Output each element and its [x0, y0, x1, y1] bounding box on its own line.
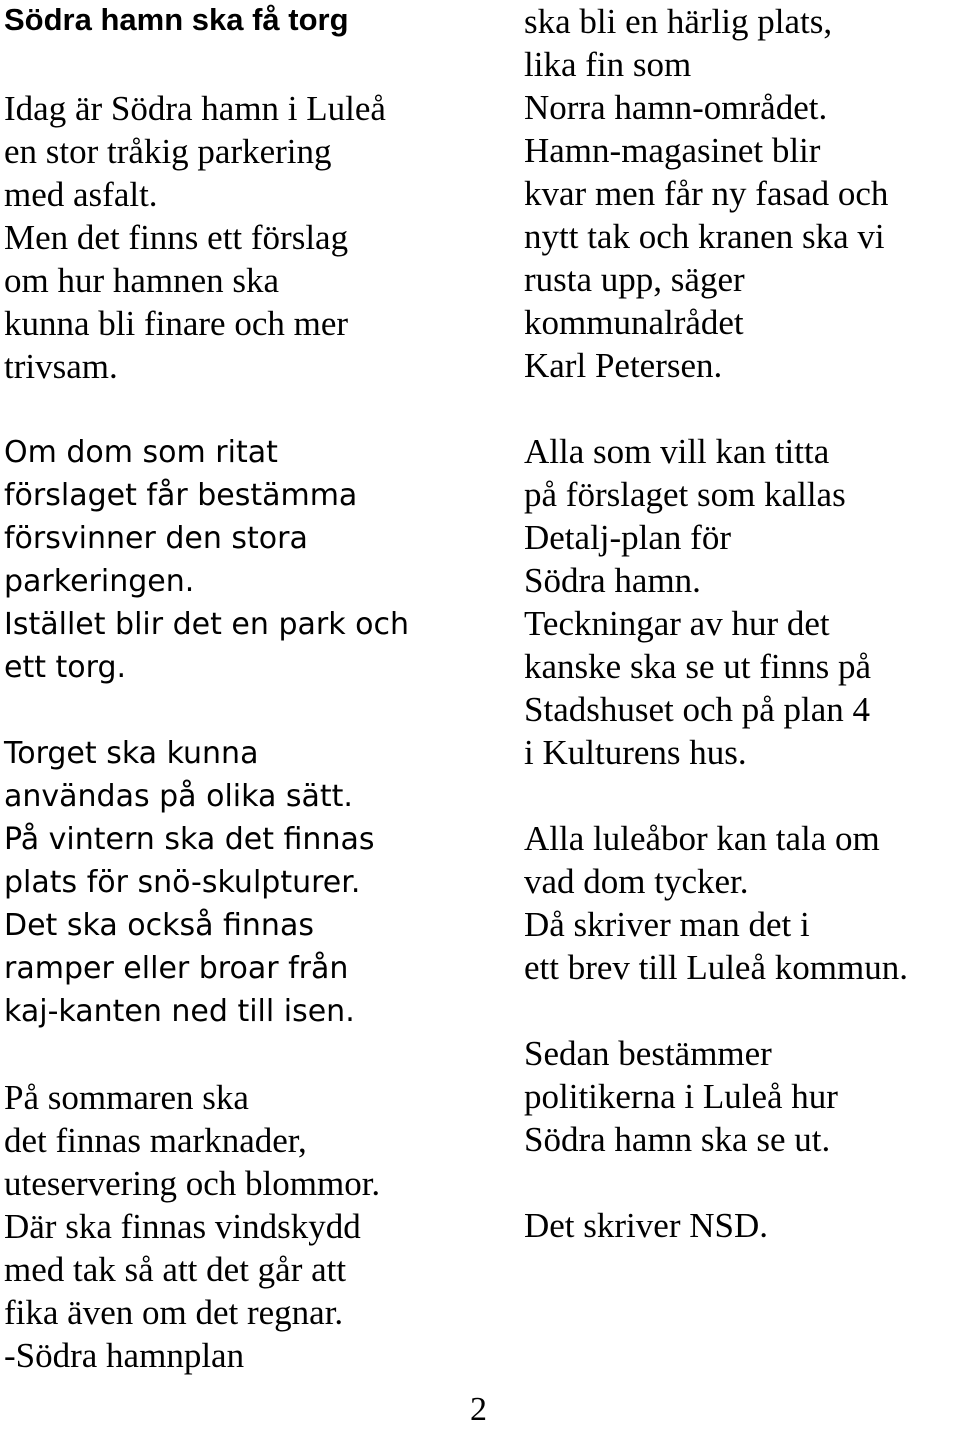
text-line: nytt tak och kranen ska vi: [524, 217, 885, 256]
text-line: Idag är Södra hamn i Luleå: [4, 89, 386, 128]
text-line: ramper eller broar från: [4, 951, 349, 986]
text-line: politikerna i Luleå hur: [524, 1077, 838, 1116]
paragraph: [4, 87, 504, 388]
text-line: Då skriver man det i: [524, 905, 810, 944]
text-line: Där ska finnas vindskydd: [4, 1207, 361, 1246]
text-line: fika även om det regnar.: [4, 1293, 344, 1332]
text-line: förslaget får bestämma: [4, 478, 358, 513]
text-line: kanske ska se ut finns på: [524, 647, 872, 686]
text-line: kunna bli finare och mer: [4, 304, 349, 343]
text-line: rusta upp, säger: [524, 260, 745, 299]
text-line: ska bli en härlig plats,: [524, 2, 833, 41]
page-number: 2: [470, 1391, 487, 1428]
text-line: med tak så att det går att: [4, 1250, 347, 1289]
left-column: [4, 0, 504, 1377]
text-line: uteservering och blommor.: [4, 1164, 381, 1203]
text-line: Teckningar av hur det: [524, 604, 830, 643]
right-paragraphs: [524, 0, 960, 1247]
text-line: Det skriver NSD.: [524, 1206, 768, 1245]
text-line: Alla luleåbor kan tala om: [524, 819, 880, 858]
text-line: med asfalt.: [4, 175, 158, 214]
text-line: parkeringen.: [4, 564, 195, 599]
right-column: [524, 0, 960, 1247]
paragraph: [524, 430, 960, 774]
text-line: på förslaget som kallas: [524, 475, 846, 514]
paragraph: [4, 431, 504, 689]
text-line: -Södra hamnplan: [4, 1336, 245, 1375]
text-line: Det ska också finnas: [4, 908, 314, 943]
text-line: Om dom som ritat: [4, 435, 278, 470]
text-line: Stadshuset och på plan 4: [524, 690, 871, 729]
text-line: försvinner den stora: [4, 521, 308, 556]
paragraph: [524, 0, 960, 387]
text-line: ett torg.: [4, 650, 127, 685]
text-line: en stor tråkig parkering: [4, 132, 332, 171]
text-line: Alla som vill kan titta: [524, 432, 830, 471]
text-line: om hur hamnen ska: [4, 261, 280, 300]
text-line: På vintern ska det finnas: [4, 822, 375, 857]
text-line: vad dom tycker.: [524, 862, 749, 901]
text-line: Norra hamn-området.: [524, 88, 828, 127]
text-line: kaj-kanten ned till isen.: [4, 994, 355, 1029]
text-line: Södra hamn.: [524, 561, 701, 600]
left-paragraphs: [4, 87, 504, 1377]
text-line: Hamn-magasinet blir: [524, 131, 821, 170]
text-line: plats för snö-skulpturer.: [4, 865, 361, 900]
paragraph: [524, 817, 960, 989]
paragraph: [524, 1032, 960, 1161]
text-line: ett brev till Luleå kommun.: [524, 948, 908, 987]
text-line: användas på olika sätt.: [4, 779, 353, 814]
text-line: kommunalrådet: [524, 303, 744, 342]
text-line: På sommaren ska: [4, 1078, 249, 1117]
text-line: Torget ska kunna: [4, 736, 259, 771]
paragraph: [4, 1076, 504, 1377]
text-line: kvar men får ny fasad och: [524, 174, 889, 213]
text-line: det finnas marknader,: [4, 1121, 307, 1160]
text-line: Men det finns ett förslag: [4, 218, 349, 257]
paragraph: [4, 732, 504, 1033]
text-line: Karl Petersen.: [524, 346, 723, 385]
text-line: i Kulturens hus.: [524, 733, 747, 772]
text-line: lika fin som: [524, 45, 692, 84]
text-line: Istället blir det en park och: [4, 607, 409, 642]
text-line: Södra hamn ska se ut.: [524, 1120, 831, 1159]
article-title: Södra hamn ska få torg: [4, 2, 349, 37]
text-line: Sedan bestämmer: [524, 1034, 772, 1073]
text-line: trivsam.: [4, 347, 118, 386]
paragraph: [524, 1204, 960, 1247]
text-line: Detalj-plan för: [524, 518, 731, 557]
